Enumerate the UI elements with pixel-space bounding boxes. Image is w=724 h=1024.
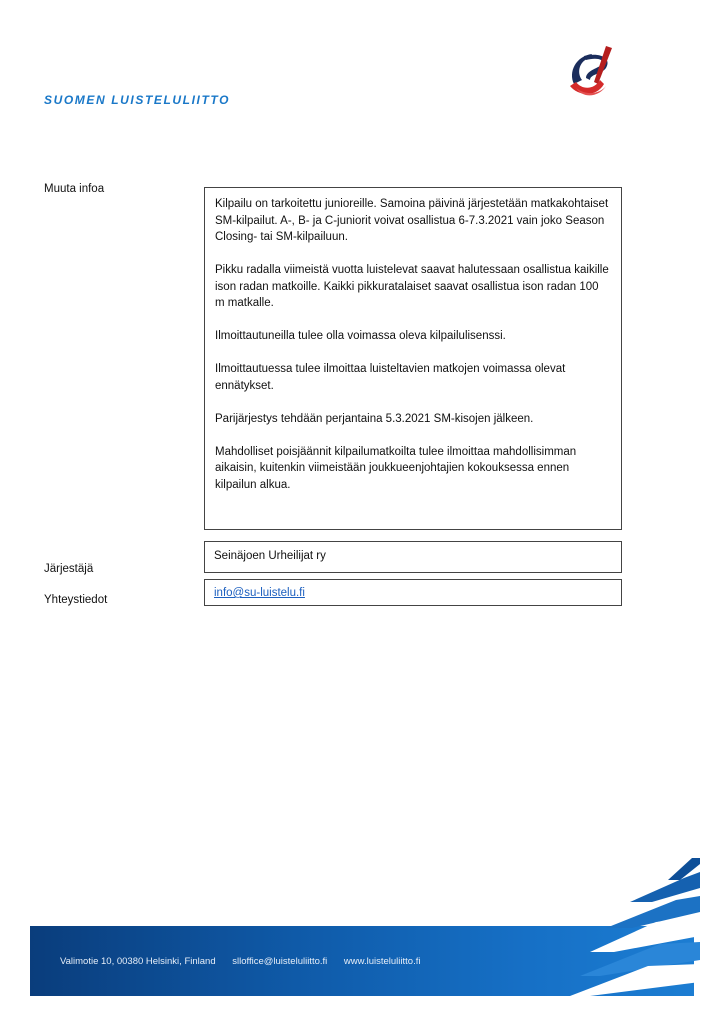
footer-address: Valimotie 10, 00380 Helsinki, Finland xyxy=(60,956,216,967)
organizer-value: Seinäjoen Urheilijat ry xyxy=(204,541,622,573)
info-paragraph: Kilpailu on tarkoitettu junioreille. Samoina päivinä järjestetään matkakohtaiset SM-kilpailut. A-, B- ja C-juniorit voivat osallistua 6-7.3.2021 vain joko Season Closing- tai SM-kilpailuun. xyxy=(215,198,609,243)
info-paragraph: Parijärjestys tehdään perjantaina 5.3.2021 SM-kisojen jälkeen. xyxy=(215,412,534,425)
organizer-label: Järjestäjä xyxy=(44,563,94,575)
info-paragraph: Ilmoittautuessa tulee ilmoittaa luisteltavien matkojen voimassa olevat ennätykset. xyxy=(215,363,566,392)
info-paragraph: Pikku radalla viimeistä vuotta luistelevat saavat halutessaan osallistua kaikille ison radan matkoille. Kaikki pikkuratalaiset saavat osallistua ison radan 100 m matkalle. xyxy=(215,264,609,309)
footer-stripes-graphic xyxy=(560,858,700,998)
contact-label: Yhteystiedot xyxy=(44,594,108,606)
other-info-box xyxy=(204,187,622,530)
other-info-label: Muuta infoa xyxy=(44,183,105,195)
footer-text xyxy=(60,956,434,967)
contact-box xyxy=(204,579,622,606)
contact-email-link[interactable]: info@su-luistelu.fi xyxy=(214,587,305,599)
info-paragraph: Mahdolliset poisjäännit kilpailumatkoilta tulee ilmoittaa mahdollisimman aikaisin, kuitenkin viimeistään joukkueenjohtajien kokouksessa ennen kilpailun alkua. xyxy=(215,445,577,491)
skating-federation-logo-icon xyxy=(560,44,618,102)
footer-email[interactable]: slloffice@luisteluliitto.fi xyxy=(232,956,328,967)
footer-website[interactable]: www.luisteluliitto.fi xyxy=(343,956,421,967)
org-name: SUOMEN LUISTELULIITTO xyxy=(44,93,231,107)
info-paragraph: Ilmoittautuneilla tulee olla voimassa oleva kilpailulisenssi. xyxy=(215,330,506,342)
